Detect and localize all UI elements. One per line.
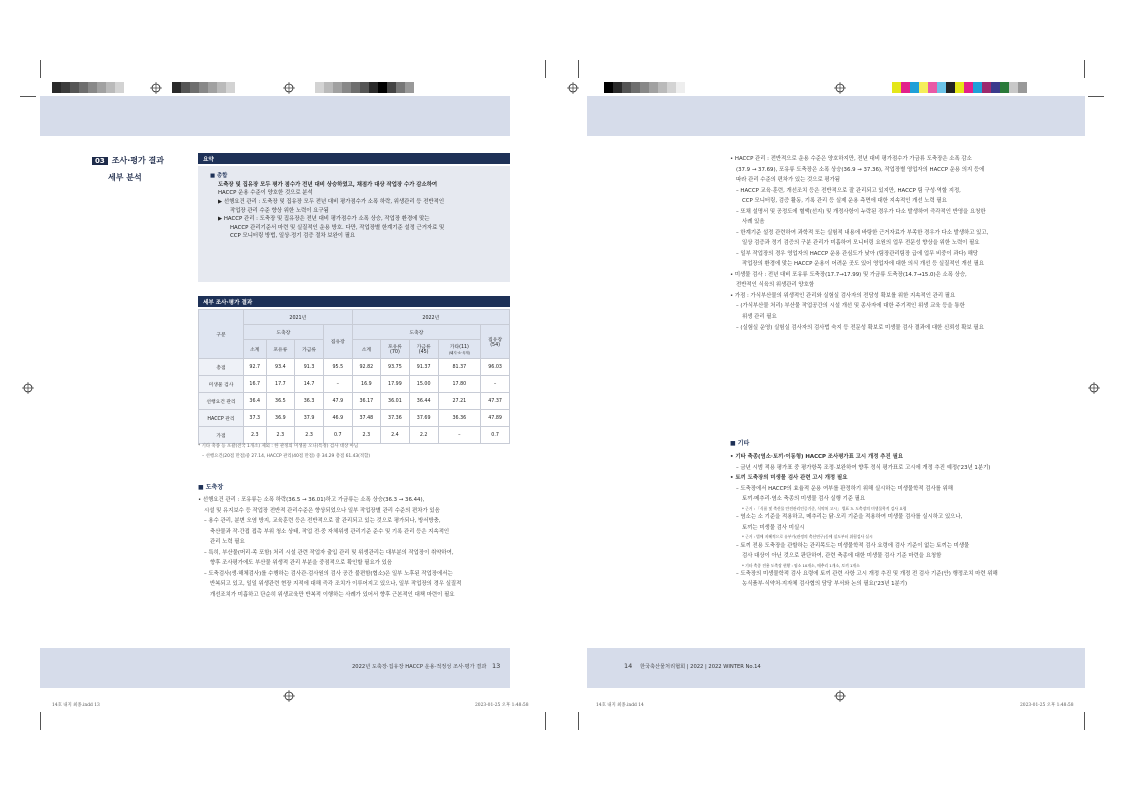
year1-header: 2021년 xyxy=(244,310,353,325)
top-band-right xyxy=(587,96,1085,136)
registration-mark-icon xyxy=(22,382,34,394)
summary-line: HACCP 운용 수준이 양호한 것으로 분석 xyxy=(218,190,313,197)
registration-mark-icon xyxy=(567,82,579,94)
year2-header: 2022년 xyxy=(352,310,509,325)
milk-header-2021: 집유장 xyxy=(323,325,352,359)
table-row: HACCP 관리 37.3 36.9 37.9 46.9 37.48 37.36 37.69 36.36 47.89 xyxy=(199,410,510,427)
swatch-row-right-2 xyxy=(892,82,1027,93)
subcol: 소계 xyxy=(244,340,267,359)
footer-left-text: 2022년 도축장·집유장 HACCP 운용·적정성 조사·평가 결과 xyxy=(352,664,487,670)
page-number-right: 14 xyxy=(624,662,633,670)
crop-mark xyxy=(578,712,579,730)
crop-mark xyxy=(578,60,579,78)
swatch-row-left xyxy=(52,82,124,93)
slaughter-section-body: • 선행요건 관리 : 포유류는 소폭 하락(36.5 → 36.01)하고 가금류는 소폭 상승(36.3 → 36.44), 시설 및 유지보수 등 작업장 전반적 관리수준은 향상되었으나 일부 작업장별 관리 수준의 편차가 있음 – 용수 관리, 분변 오염 방지, 교육훈련 등은 전반적으로 잘 관리되고 있는 것으로 평가되나, 방서방충, 축산물과 작·간접 접촉 부위 청소 상태, 작업 전·중 자체위생 관리기준 준수 및 기록 관리 등은 지속적인 관리 노력 필요 – 특히, 부산물(머리·족 포함) 처리 시설 관련 작업자 출입 관리 및 위생관리는 대부분의 작업장이 취약하여, 향후 조사평가에도 부산물 위생적 관리 부분을 중점적으로 확인할 필요가 있음 – 도축검사(생·해체검사)를 수행하는 검사관·검사원의 검사 공간 불편함(협소)은 일부 노후된 작업장에서는 반복되고 있고, 일일 위생관련 현장 지적에 대해 즉각 조치가 이루어지고 있으나, 일부 작업장의 경우 실질적 개선조치가 미흡하고 단순히 위생교육만 반복적 이행하는 사례가 있어서 향후 근본적인 대책 마련이 필요 xyxy=(198,497,462,598)
registration-mark-icon xyxy=(834,690,846,702)
registration-mark-icon xyxy=(283,690,295,702)
crop-mark xyxy=(545,60,546,78)
registration-mark-icon xyxy=(150,82,162,94)
registration-mark-icon xyxy=(283,82,295,94)
milk-header-2022: 집유장 (54) xyxy=(481,325,510,359)
summary-overall-title: ■ 총합 xyxy=(210,173,228,179)
summary-line: ▶ HACCP 관리 : 도축장 및 집유장은 전년 대비 평가점수가 소폭 상승, 작업장 환경에 맞는 xyxy=(218,216,430,223)
slaughter-section-title: ■ 도축장 xyxy=(198,484,224,491)
col-group-header: 구분 xyxy=(199,310,244,359)
table-footnote: * 기타 축종 등 포괄(전국 1개소) 제외 : 한 관정의 미생물 오니(특정) 검사 대상 아님 xyxy=(198,444,359,449)
slug-date-left: 2023-01-25 오후 1:48:58 xyxy=(475,703,529,708)
results-table-wrap xyxy=(198,309,510,444)
table-row: 미생물 검사 16.7 17.7 14.7 – 16.9 17.99 15.00 17.80 – xyxy=(199,376,510,393)
summary-line: 작업장 관리 수준 향상 위한 노력이 요구됨 xyxy=(230,207,329,214)
swatch-row-left-2 xyxy=(172,82,235,93)
crop-mark xyxy=(1088,96,1104,97)
crop-mark xyxy=(40,60,41,78)
table-row: 가점 2.3 2.3 2.3 0.7 2.3 2.4 2.2 – 0.7 xyxy=(199,427,510,444)
table-row: 선행요건 관리 36.4 36.5 36.3 47.9 36.17 36.01 36.44 27.21 47.37 xyxy=(199,393,510,410)
footer-right-text: 한국축산물처리협회 | 2022 | 2022 WINTER No.14 xyxy=(640,664,761,670)
subcol: 가금류 xyxy=(295,340,324,359)
section-subtitle: 세부 분석 xyxy=(108,173,142,182)
section-number-badge: 03 xyxy=(92,157,108,165)
summary-line: ▶ 선행요건 관리 : 도축장 및 집유장 모두 전년 대비 평가점수가 소폭 하락, 위생관리 등 전반적인 xyxy=(218,198,445,205)
slug-date-right: 2023-01-25 오후 1:48:58 xyxy=(1020,703,1074,708)
crop-mark xyxy=(1084,60,1085,78)
slug-right: 14호 내지 최종.indd 14 xyxy=(596,703,644,708)
top-band-left xyxy=(40,96,510,136)
registration-mark-icon xyxy=(1088,382,1100,394)
crop-mark xyxy=(20,96,36,97)
summary-header: 요약 xyxy=(198,153,510,164)
slaughter-header-2022: 도축장 xyxy=(352,325,481,340)
slug-left: 14호 내지 최종.indd 13 xyxy=(52,703,100,708)
subcol: 포유류 (70) xyxy=(381,340,410,359)
crop-mark xyxy=(1084,712,1085,730)
subcol: 포유류 xyxy=(266,340,295,359)
crop-mark xyxy=(545,712,546,730)
right-page-body-a: • HACCP 관리 : 전반적으로 운용 수준은 양호하지만, 전년 대비 평가점수가 가금류 도축장은 소폭 감소 (37.9 → 37.69), 포유류 도축장은 소폭 상승(36.9 → 37.36), 작업장별 영업자의 HACCP 운용 의지 등에 따라 관리 수준의 편차가 있는 것으로 평가됨 – HACCP 교육·훈련, 개선조치 등은 전반적으로 잘 관리되고 있지만, HACCP 팀 구성·역할 지정, CCP 모니터링, 검증 활동, 기록 관리 등 실제 운용 측면에 대한 지속적인 개선 노력 필요 – 또채 설명서 및 공정도에 혈액(선지) 및 개정사항이 누락된 경우가 다소 발생하여 즉각적인 반영을 요청한 사례 있음 – 한계기준 설정 관련하여 과학적 또는 실험적 내용에 바탕한 근거자료가 부족한 경우가 다소 발생하고 있고, 일상 검증과 정기 검증의 구분 관리가 미흡하여 모니터링 요원의 업무 전문성 향상을 위한 노력이 필요 – 일부 작업장의 경우 영업자의 HACCP 운용 관심도가 낮아 (팀장관리팀장 급에 업무 비중이 과다) 해당 작업장의 환경에 맞는 HACCP 운용이 어려운 곳도 있어 영업자에 대한 의식 개선 등 실질적인 개선 필요 • 미생물 검사 : 전년 대비 포유류 도축장(17.7→17.99) 및 가금류 도축장(14.7→15.0)은 소폭 상승, 전반적인 식육의 위생관리 양호함 • 가점 : 가식부산물의 위생적인 관리와 실험실 검사자의 전담성 확보를 위한 지속적인 관리 필요 – (가식부산물 처리) 부산물 작업공간의 시설 개선 및 종사자에 대한 주기적인 위생 교육 등을 통한 위생 관리 필요 – (실험실 운영) 실험실 검사자의 검사법 숙지 등 전문성 확보로 미생물 검사 결과에 대한 신뢰성 확보 필요 xyxy=(730,156,989,331)
right-page-body-b: • 기타 축종(염소·토끼·이동형) HACCP 조사평가표 고시 개정 추진 필요 – 금년 시범 적용 평가표 중 평가항목 조정·보완하여 향후 정식 평가표로 고시에 개정 추진 예정('23년 1분기) • 토끼 도축장의 미생물 검사 관련 고시 개정 필요 – 도축장에서 HACCP의 효율적 운용 여부를 판정하기 위해 실시하는 미생물학적 검사를 위해 토끼·메추리·염소 축종의 미생물 검사 실행 기준 필요 * 근거 : 「식품 및 축산물 안전관리인증기준, 식약처 고시」 별표 3. 도축장의 미생물학적 검사 요령 – 염소는 소 기준을 적용하고, 메추리는 닭·오리 기준을 적용하여 미생물 검사를 실시하고 있으나, 토끼는 미생물 검사 미실시 * 근거 : 법에 지혜적으로 유부가(관정의 축산연구)동에 실도부터 위험검사 실시 – 토끼 전용 도축장을 관할하는 관리목도는 미생물학적 검사 요령에 검사 기준이 없는 토끼는 미생물 검사 대상이 아닌 것으로 판단하여, 관련 축종에 대한 미생물 검사 기준 마련을 요청함 * 기타 축종 전용 도축장 현황 : 염소 10개소, 메추리 1개소, 토끼 1개소 – 도축장의 미생물학적 검사 요령에 토끼 관련 사항 고시 개정 추진 및 개정 전 검사 기준(안) 행정조치 마련 위해 농식품부·식약처·지자체 검사협의 담당 부서와 논의 필요('23년 1분기) xyxy=(730,454,998,588)
crop-mark xyxy=(40,712,41,730)
results-header: 세부 조사·평가 결과 xyxy=(198,296,510,307)
table-footnote: – 선행요건(20점 만점)중 27.14, HACCP 관리(40점 만점) 중 34.29 총점 61.43(적합) xyxy=(202,454,371,459)
page-number-left: 13 xyxy=(492,662,501,670)
table-row: 총점 92.7 93.4 91.3 95.5 92.82 93.75 91.37 81.37 96.03 xyxy=(199,359,510,376)
subcol-other: 가타(11) (돼지·소·육계) xyxy=(438,340,481,359)
summary-line: HACCP 관리기준서 마련 및 실질적인 운용 방호. 다만, 작업장별 한계기준 설정 근거자료 및 xyxy=(230,224,445,231)
swatch-row-left-3 xyxy=(315,82,414,93)
results-table xyxy=(198,309,510,444)
section-title: 03 조사·평가 결과 xyxy=(92,155,164,166)
other-section-title: ■ 기타 xyxy=(730,440,750,447)
subcol: 가금류 (45) xyxy=(409,340,438,359)
slaughter-header-2021: 도축장 xyxy=(244,325,324,340)
swatch-row-right xyxy=(604,82,685,93)
summary-line: 도축장 및 집유장 모두 평가 점수가 전년 대비 상승하였고, 채점가 대상 작업장 수가 감소하여 xyxy=(218,181,438,188)
registration-mark-icon xyxy=(834,82,846,94)
subcol: 소계 xyxy=(352,340,380,359)
summary-line: CCP 모니터링 방법, 일상·정기 검증 절차 보완이 필요 xyxy=(230,233,356,240)
summary-box xyxy=(198,166,510,282)
